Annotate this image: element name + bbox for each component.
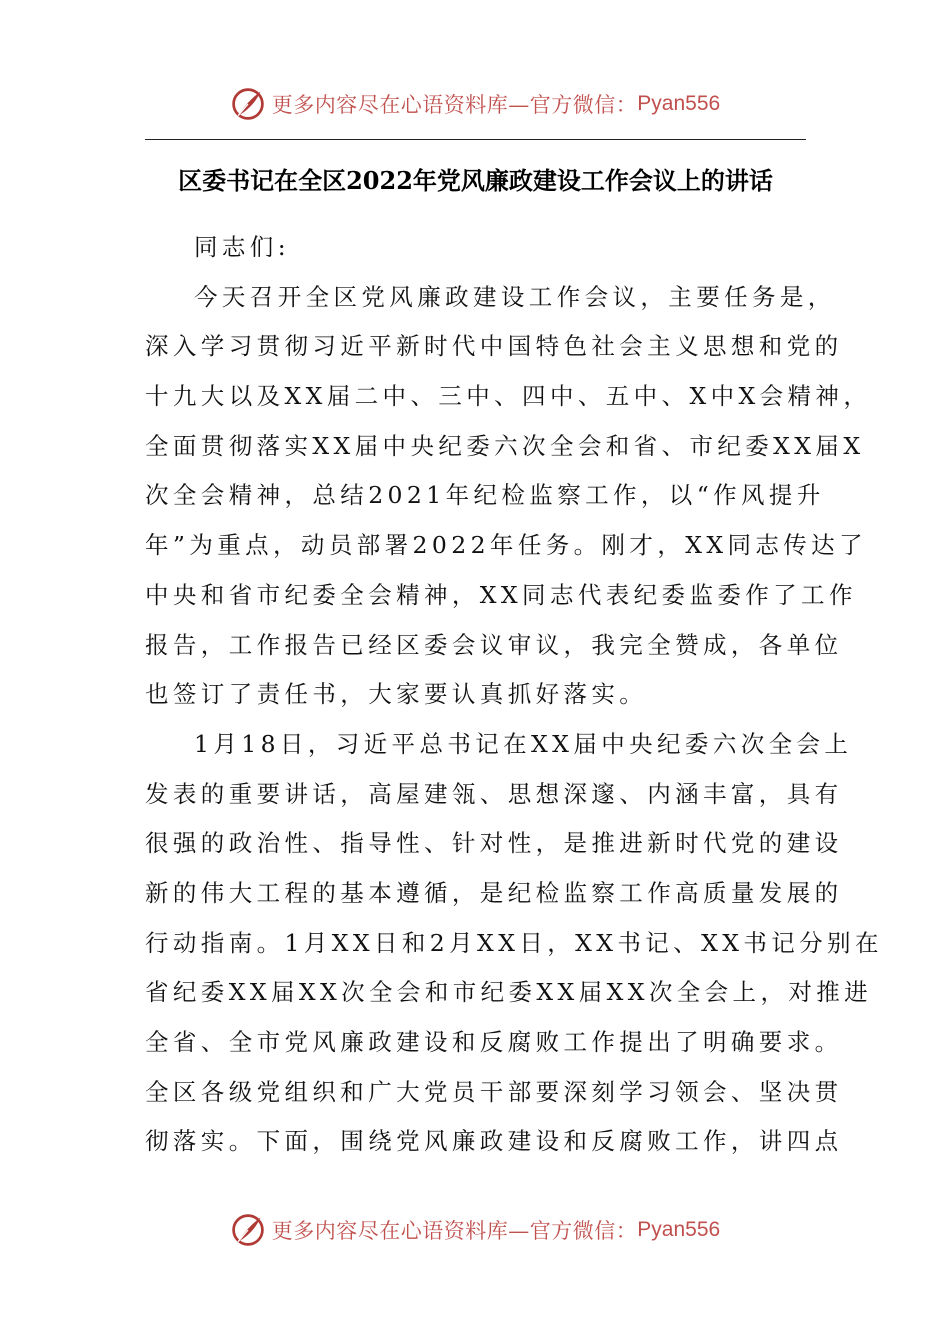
paragraph-line: 十九大以及XX届二中、三中、四中、五中、X中X会精神，	[145, 382, 872, 411]
paragraph-line: 省纪委XX届XX次全会和市纪委XX届XX次全会上，对推进	[145, 978, 873, 1007]
quill-pen-logo-icon	[230, 86, 266, 122]
paragraph-line: 次全会精神，总结2021年纪检监察工作，以“作风提升	[145, 481, 825, 510]
paragraph-line: 报告，工作报告已经区委会议审议，我完全赞成，各单位	[145, 630, 843, 659]
banner-text: 更多内容尽在心语资料库—官方微信：	[271, 1219, 638, 1243]
paragraph-line: 年”为重点，动员部署2022年任务。刚才，XX同志传达了	[145, 531, 867, 560]
footer-banner	[0, 1210, 950, 1250]
wechat-handle: Pyan556	[637, 92, 721, 115]
paragraph-line: 中央和省市纪委全会精神，XX同志代表纪委监委作了工作	[145, 580, 857, 609]
paragraph-line: 发表的重要讲话，高屋建瓴、思想深邃、内涵丰富，具有	[145, 779, 843, 808]
wechat-handle: Pyan556	[637, 1218, 721, 1241]
paragraph-line: 全面贯彻落实XX届中央纪委六次全会和省、市纪委XX届X	[145, 431, 865, 460]
paragraph-line: 彻落实。下面，围绕党风廉政建设和反腐败工作，讲四点	[145, 1127, 843, 1156]
paragraph-line: 行动指南。1月XX日和2月XX日，XX书记、XX书记分别在	[145, 928, 883, 957]
paragraph-line: 很强的政治性、指导性、针对性，是推进新时代党的建设	[145, 829, 843, 858]
paragraph-line: 深入学习贯彻习近平新时代中国特色社会主义思想和党的	[145, 332, 843, 361]
header-banner	[0, 84, 950, 124]
salutation-line: 同志们:	[194, 233, 291, 261]
banner-text: 更多内容尽在心语资料库—官方微信：	[271, 93, 638, 117]
document-body	[145, 223, 883, 1167]
paragraph-line: 新的伟大工程的基本遵循，是纪检监察工作高质量发展的	[145, 878, 843, 907]
paragraph-line: 今天召开全区党风廉政建设工作会议，主要任务是，	[194, 282, 836, 311]
paragraph-line: 全区各级党组织和广大党员干部要深刻学习领会、坚决贯	[145, 1077, 843, 1106]
quill-pen-logo-icon	[230, 1212, 266, 1248]
header-divider	[145, 139, 806, 140]
paragraph-line: 全省、全市党风廉政建设和反腐败工作提出了明确要求。	[145, 1028, 843, 1056]
paragraph-line: 也签订了责任书，大家要认真抓好落实。	[145, 680, 648, 709]
paragraph-line: 1月18日，习近平总书记在XX届中央纪委六次全会上	[194, 729, 853, 758]
document-title: 区委书记在全区2022年党风廉政建设工作会议上的讲话	[178, 166, 773, 195]
